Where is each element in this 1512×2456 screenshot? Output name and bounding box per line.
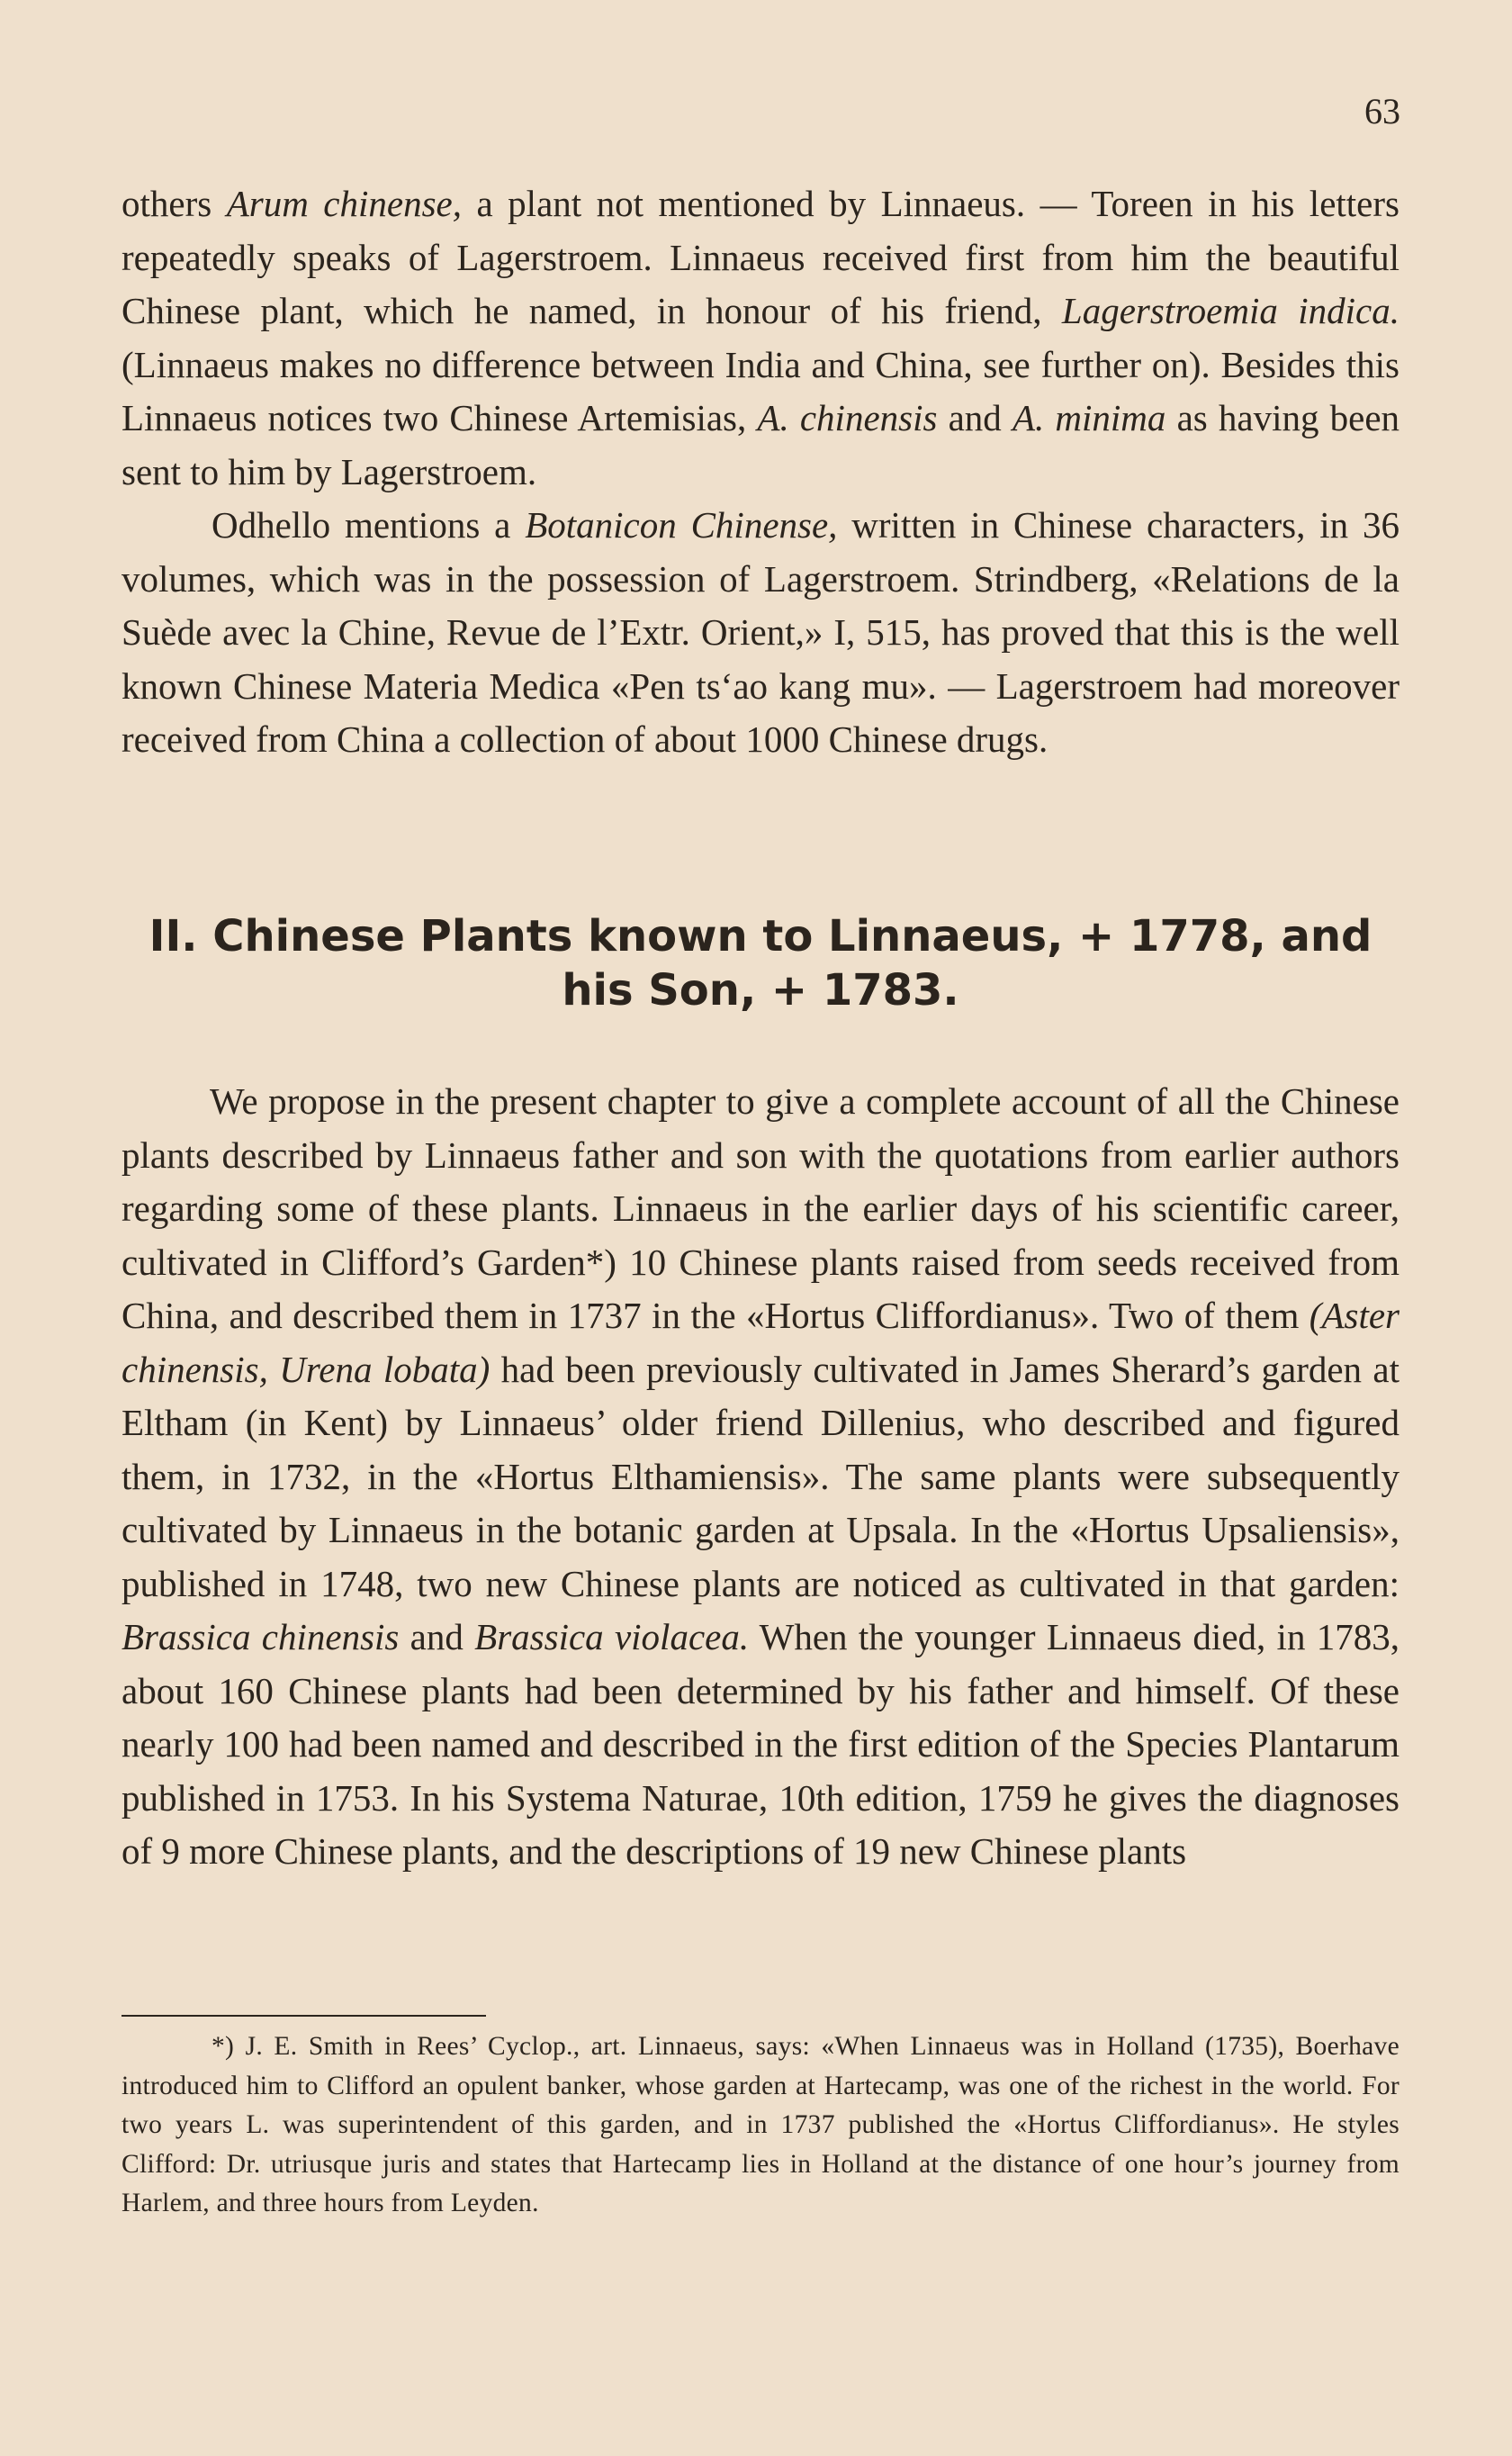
section-heading-line-1: II. Chinese Plants known to Linnaeus, + 1778, and xyxy=(148,911,1372,962)
text-run: Odhello mentions a xyxy=(212,504,526,546)
text-run: We propose in the present chapter to give a complete account of all the Chinese plants described by Linnaeus father and son with the quotations from earlier authors regarding some of these plants. Linnaeus in the earlier days of his scientific career, cultivated in Clifford’s Garden*) 10 Chinese plants raised from seeds received from China, and described them in 1737 in the «Hortus Cliffordianus». Two of them xyxy=(122,1080,1400,1336)
paragraph-chapter-intro xyxy=(122,1075,1400,1879)
section-heading xyxy=(122,909,1400,1017)
text-run: others xyxy=(122,183,227,224)
footnote xyxy=(122,2027,1400,2224)
text-run: (Linnaeus makes no difference between India and China, see further on). Besides this Linnaeus notices two Chinese Artemisias, xyxy=(122,343,1400,438)
page-number: 63 xyxy=(1364,91,1400,131)
footnote-divider xyxy=(122,2015,486,2017)
section-heading-line-2: his Son, + 1783. xyxy=(562,965,959,1016)
text-run: and xyxy=(399,1616,475,1657)
species-name: Lagerstroemia indica. xyxy=(1061,290,1400,331)
paragraph-botanicon xyxy=(122,499,1400,767)
species-name: Arum chinense, xyxy=(226,183,462,224)
species-name: A. chinensis xyxy=(757,397,938,438)
species-name: Brassica chinensis xyxy=(122,1616,400,1657)
text-run: a plant not mentioned by Linnaeus. — Toreen in his letters repeatedly speaks of Lagerstroem. Linnaeus received first from him the beautiful Chinese plant, which he named, in honour of his friend, xyxy=(122,183,1400,331)
footnote-text: *) J. E. Smith in Rees’ Cyclop., art. Linnaeus, says: «When Linnaeus was in Holland (1735), Boerhave introduced him to Clifford an opulent banker, whose garden at Hartecamp, was one of the richest in the world. For two years L. was superintendent of this garden, and in 1737 published the «Hortus Cliffordianus». He styles Clifford: Dr. utriusque juris and states that Hartecamp lies in Holland at the distance of one hour’s journey from Harlem, and three hours from Leyden. xyxy=(122,2032,1400,2217)
text-run: had been previously cultivated in James Sherard’s garden at Eltham (in Kent) by Linnaeus’ older friend Dillenius, who described and figured them, in 1732, in the «Hortus Elthamiensis». The same plants were subsequently cultivated by Linnaeus in the botanic garden at Upsala. In the «Hortus Upsaliensis», published in 1748, two new Chinese plants are noticed as cultivated in that garden: xyxy=(122,1348,1400,1604)
text-run: and xyxy=(937,397,1012,438)
species-name: (Aster chinensis, Urena lobata) xyxy=(122,1295,1400,1390)
paragraph-arum-lagerstroem xyxy=(122,177,1400,499)
text-run: written in Chinese characters, in 36 volumes, which was in the possession of Lagerstroem. Strindberg, «Relations de la Suède avec la Chine, Revue de l’Extr. Orient,» I, 515, has proved that this is the well known Chinese Materia Medica «Pen ts‘ao kang mu». — Lagerstroem had moreover received from China a collection of about 1000 Chinese drugs. xyxy=(122,504,1400,760)
species-name: Brassica violacea. xyxy=(474,1616,750,1657)
book-title: Botanicon Chinense, xyxy=(525,504,838,546)
text-run: as having been sent to him by Lagerstroem. xyxy=(122,397,1400,492)
species-name: A. minima xyxy=(1012,397,1166,438)
text-run: When the younger Linnaeus died, in 1783, about 160 Chinese plants had been determined by his father and himself. Of these nearly 100 had been named and described in the first edition of the Species Plantarum published in 1753. In his Systema Naturae, 10th edition, 1759 he gives the diagnoses of 9 more Chinese plants, and the descriptions of 19 new Chinese plants xyxy=(122,1616,1400,1872)
